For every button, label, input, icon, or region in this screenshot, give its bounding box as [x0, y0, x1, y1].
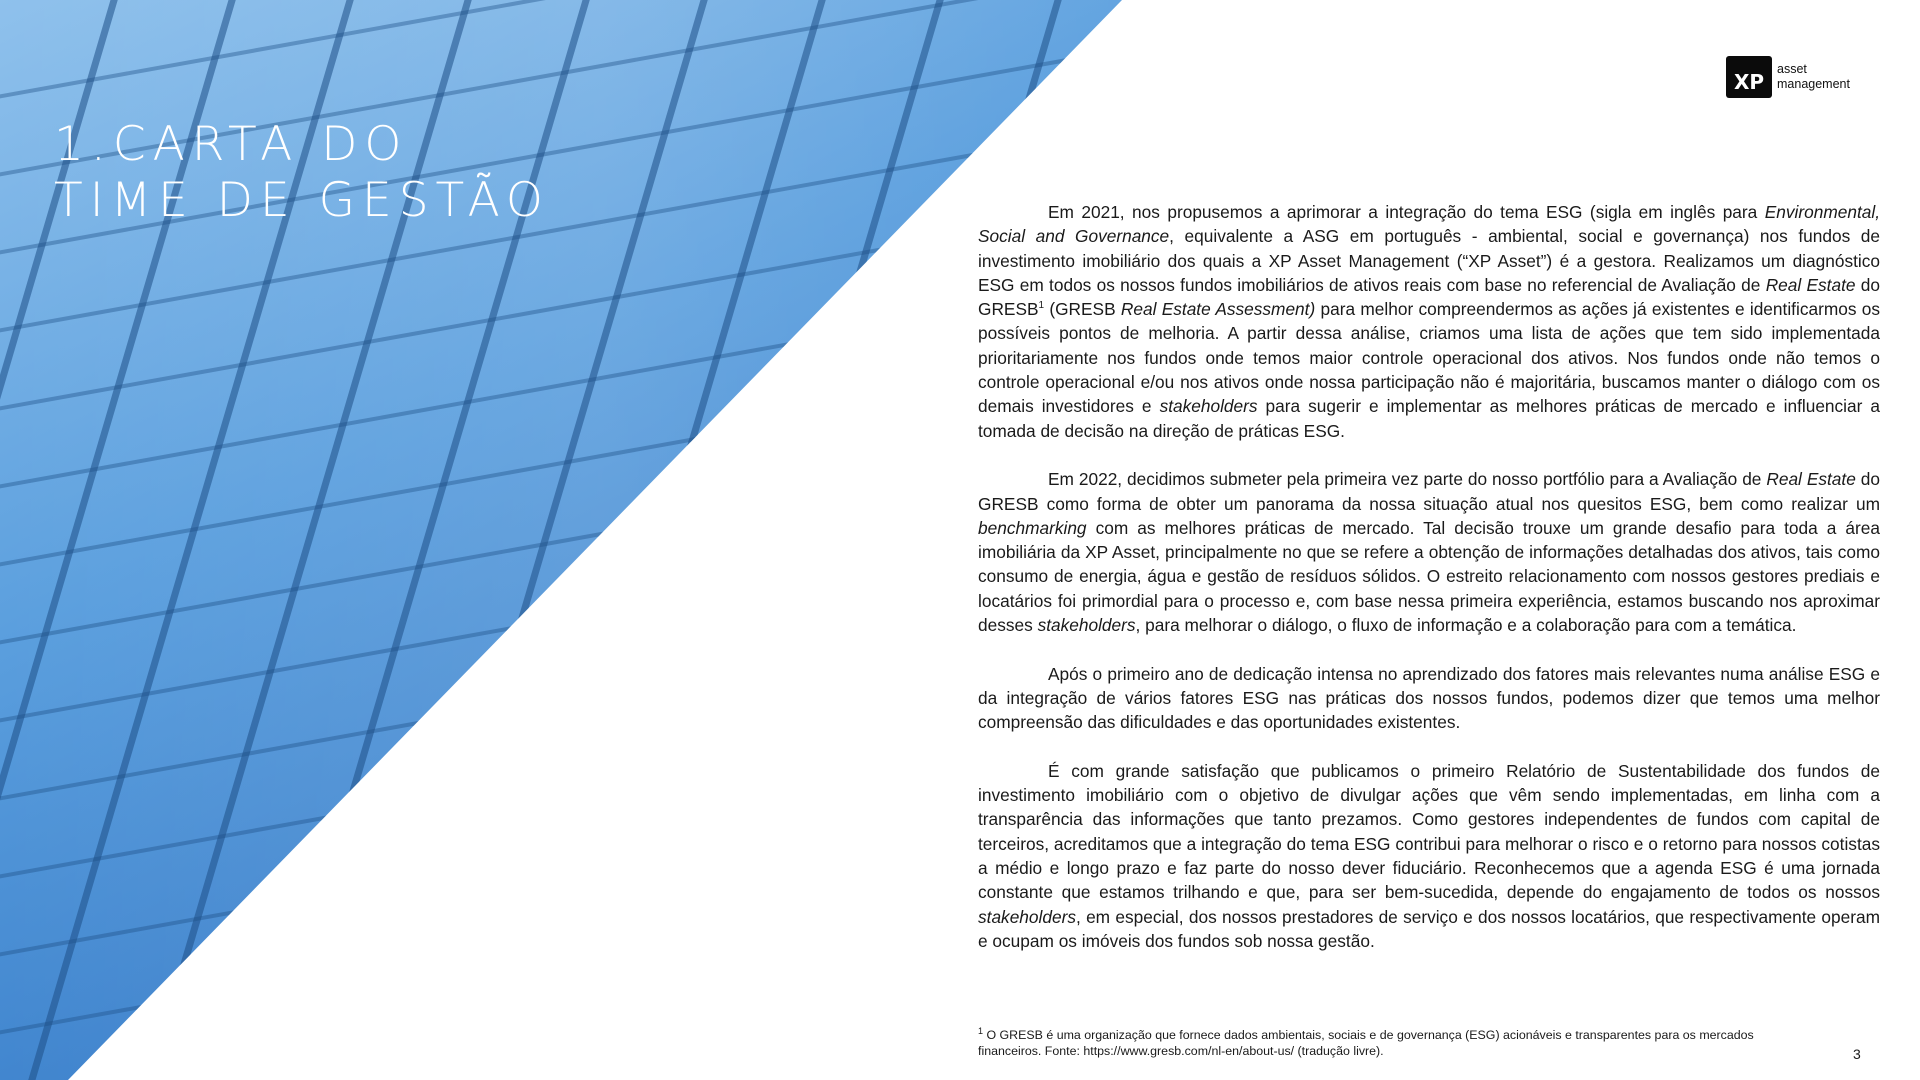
text-run: , equivalente a ASG em português - ambiental, social e governança) nos fundos de investimento imobiliário dos quais a XP Asset Management (“XP Asset”) é a gestora. Realizamos um diagnóstico ESG em todos os nossos fundos imobiliários de ativos reais com base no referencial de Avaliação de — [978, 226, 1880, 295]
footnote-reference: 1 — [1038, 300, 1045, 312]
italic-term: Real Estate Assessment) — [1120, 299, 1316, 320]
text-run: para melhor compreendermos as ações já existentes e identificarmos os possíveis pontos de melhoria. A partir dessa análise, criamos uma lista de ações que tem sido implementada prioritariamente nos fundos onde temos maior controle operacional dos ativos. Nos fundos onde não temos o controle operacional e/ou nos ativos onde nossa participação não é majoritária, buscamos manter o diálogo com os demais investidores e — [978, 299, 1880, 417]
page-title — [54, 117, 550, 229]
xp-asset-management-logo — [1726, 55, 1850, 99]
italic-term: stakeholders — [978, 906, 1076, 927]
footnote-text: O GRESB é uma organização que fornece dados ambientais, sociais e de governança (ESG) acionáveis e transparentes para os mercados financeiros. Fonte: https://www.gresb.com/nl-en/about-us/ (tradução livre). — [978, 1028, 1754, 1058]
paragraph-1 — [978, 200, 1880, 443]
paragraph-4 — [978, 759, 1880, 953]
italic-term: stakeholders — [1159, 396, 1258, 417]
page-number: 3 — [1853, 1046, 1861, 1062]
paragraph-2 — [978, 467, 1880, 637]
letter-body — [978, 200, 1880, 978]
text-run: do GRESB como forma de obter um panorama da nossa situação atual nos quesitos ESG, bem como realizar um — [978, 469, 1881, 514]
italic-term: benchmarking — [978, 517, 1087, 538]
logo-line-management: management — [1777, 77, 1850, 91]
text-run: para sugerir e implementar as melhores práticas de mercado e influenciar a tomada de decisão na direção de práticas ESG. — [978, 396, 1880, 441]
italic-term: stakeholders — [1037, 615, 1136, 636]
page-title-line-1: 1.CARTA DO — [54, 117, 409, 172]
text-run: (GRESB — [1044, 299, 1121, 320]
text-run: Após o primeiro ano de dedicação intensa no aprendizado dos fatores mais relevantes numa análise ESG e da integração de vários fatores ESG nas práticas dos nossos fundos, podemos dizer que temos uma melhor compreensão das dificuldades e das oportunidades existentes. — [978, 663, 1880, 733]
text-run: Em 2021, nos propusemos a aprimorar a integração do tema ESG (sigla em inglês para — [1048, 202, 1765, 222]
italic-term: Environmental, Social and Governance — [978, 202, 1880, 247]
text-run: Em 2022, decidimos submeter pela primeira vez parte do nosso portfólio para a Avaliação de — [1048, 469, 1767, 490]
text-run: com as melhores práticas de mercado. Tal decisão trouxe um grande desafio para toda a área imobiliária da XP Asset, principalmente no que se refere a obtenção de informações detalhadas dos ativos, tais como consumo de energia, água e gestão de resíduos sólidos. O estreito relacionamento com nossos gestores prediais e locatários foi primordial para o processo e, com base nessa primeira experiência, estamos buscando nos aproximar desses — [978, 517, 1880, 636]
text-run: , em especial, dos nossos prestadores de serviço e dos nossos locatários, que respectivamente operam e ocupam os imóveis dos fundos sob nossa gestão. — [978, 906, 1880, 951]
paragraph-3 — [978, 662, 1880, 735]
text-run: É com grande satisfação que publicamos o primeiro Relatório de Sustentabilidade dos fundos de investimento imobiliário com o objetivo de divulgar ações que vêm sendo implementadas, em linha com a transparência das informações que tanto prezamos. Como gestores independentes de fundos com capital de terceiros, acreditamos que a integração do tema ESG contribui para melhorar o risco e o retorno para nossos cotistas a médio e longo prazo e faz parte do nosso dever fiduciário. Reconhecemos que a agenda ESG é uma jornada constante que estamos trilhando e que, para ser bem-sucedida, depende do engajamento de todos os nossos — [978, 760, 1880, 903]
text-run: , para melhorar o diálogo, o fluxo de informação e a colaboração para com a temática. — [1135, 615, 1797, 636]
logo-mark-text: XP — [1733, 70, 1765, 94]
logo-wordmark — [1777, 62, 1850, 92]
text-run: do GRESB — [978, 274, 1880, 320]
italic-term: Real Estate — [1766, 469, 1856, 490]
logo-line-asset: asset — [1777, 62, 1807, 76]
footnote-marker: 1 — [978, 1025, 984, 1036]
footnote — [978, 1027, 1808, 1059]
xp-logo-icon — [1726, 56, 1772, 98]
italic-term: Real Estate — [1765, 274, 1856, 295]
window-frame-line — [0, 972, 1200, 1080]
page-title-line-2: TIME DE GESTÃO — [54, 173, 550, 228]
